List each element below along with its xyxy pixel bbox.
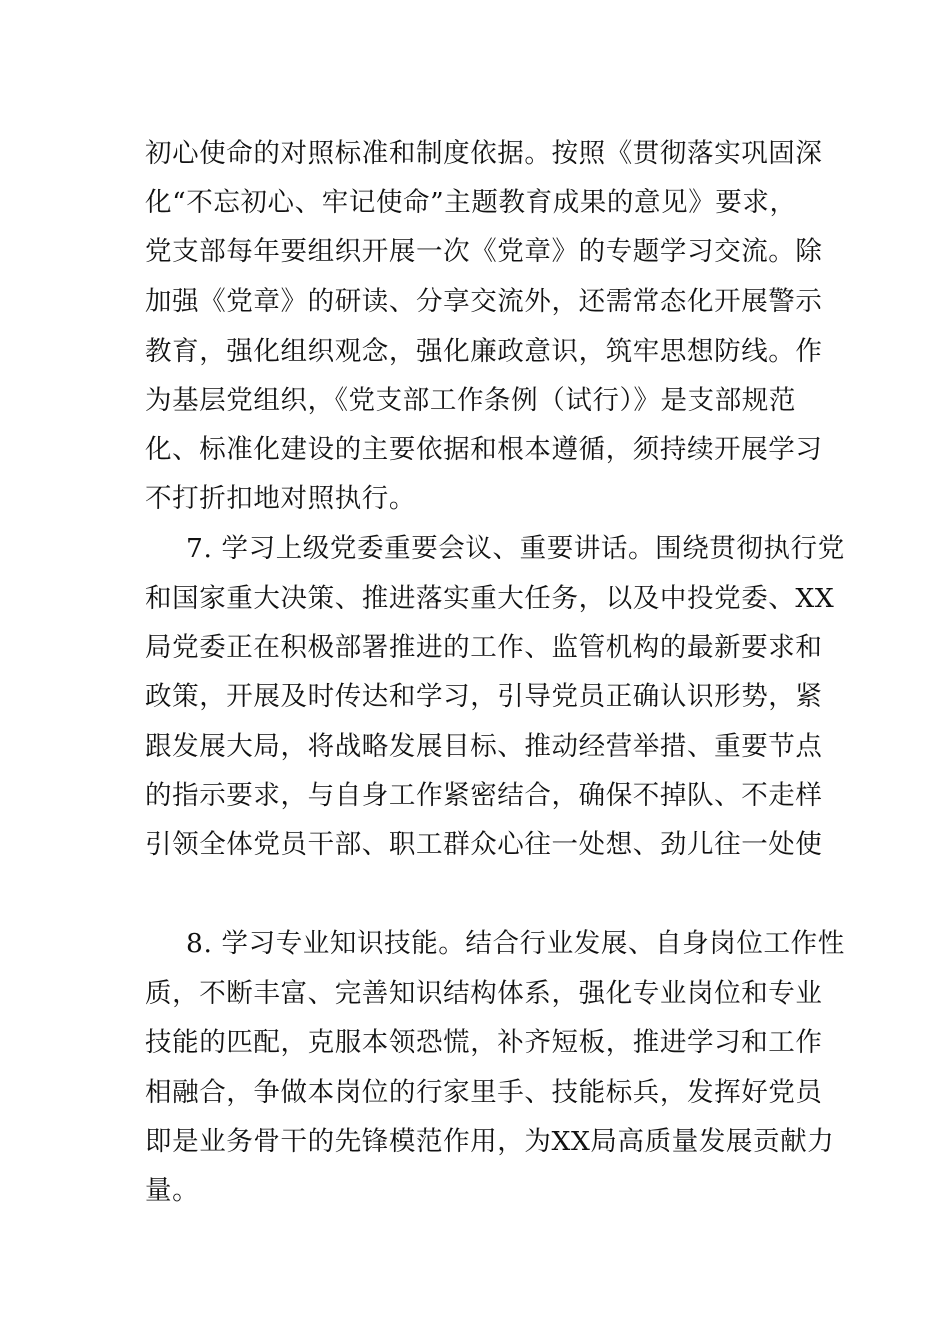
paragraph-line: 化、标准化建设的主要依据和根本遵循，须持续开展学习 bbox=[145, 434, 823, 465]
paragraph-line: 为基层党组织，《党支部工作条例（试行）》是支部规范 bbox=[145, 385, 796, 416]
section-8-heading-line: 8. 学习专业知识技能。结合行业发展、自身岗位工作性 bbox=[186, 928, 845, 959]
paragraph-line: 加强《党章》的研读、分享交流外，还需常态化开展警示 bbox=[145, 286, 823, 317]
paragraph-line: 跟发展大局，将战略发展目标、推动经营举措、重要节点 bbox=[145, 731, 823, 762]
paragraph-line: 化“不忘初心、牢记使命”主题教育成果的意见》要求， bbox=[145, 187, 797, 218]
paragraph-line: 技能的匹配，克服本领恐慌，补齐短板，推进学习和工作 bbox=[145, 1027, 823, 1058]
paragraph-line: 局党委正在积极部署推进的工作、监管机构的最新要求和 bbox=[145, 632, 823, 663]
paragraph-line: 党支部每年要组织开展一次《党章》的专题学习交流。除 bbox=[145, 236, 823, 267]
section-7-heading-line: 7. 学习上级党委重要会议、重要讲话。围绕贯彻执行党 bbox=[186, 533, 845, 564]
paragraph-line: 政策，开展及时传达和学习，引导党员正确认识形势，紧 bbox=[145, 681, 823, 712]
paragraph-line: 教育，强化组织观念，强化廉政意识，筑牢思想防线。作 bbox=[145, 336, 823, 367]
paragraph-line: 引领全体党员干部、职工群众心往一处想、劲儿往一处使 bbox=[145, 829, 823, 860]
paragraph-line: 不打折扣地对照执行。 bbox=[145, 483, 416, 514]
paragraph-line: 的指示要求，与自身工作紧密结合，确保不掉队、不走样 bbox=[145, 780, 823, 811]
paragraph-line: 初心使命的对照标准和制度依据。按照《贯彻落实巩固深 bbox=[145, 138, 823, 169]
paragraph-line: 和国家重大决策、推进落实重大任务，以及中投党委、XX bbox=[145, 583, 835, 614]
paragraph-line: 量。 bbox=[145, 1175, 200, 1206]
paragraph-line: 相融合，争做本岗位的行家里手、技能标兵，发挥好党员 bbox=[145, 1077, 823, 1108]
paragraph-line: 即是业务骨干的先锋模范作用，为XX局高质量发展贡献力 bbox=[145, 1126, 835, 1157]
paragraph-line: 质，不断丰富、完善知识结构体系，强化专业岗位和专业 bbox=[145, 978, 823, 1009]
